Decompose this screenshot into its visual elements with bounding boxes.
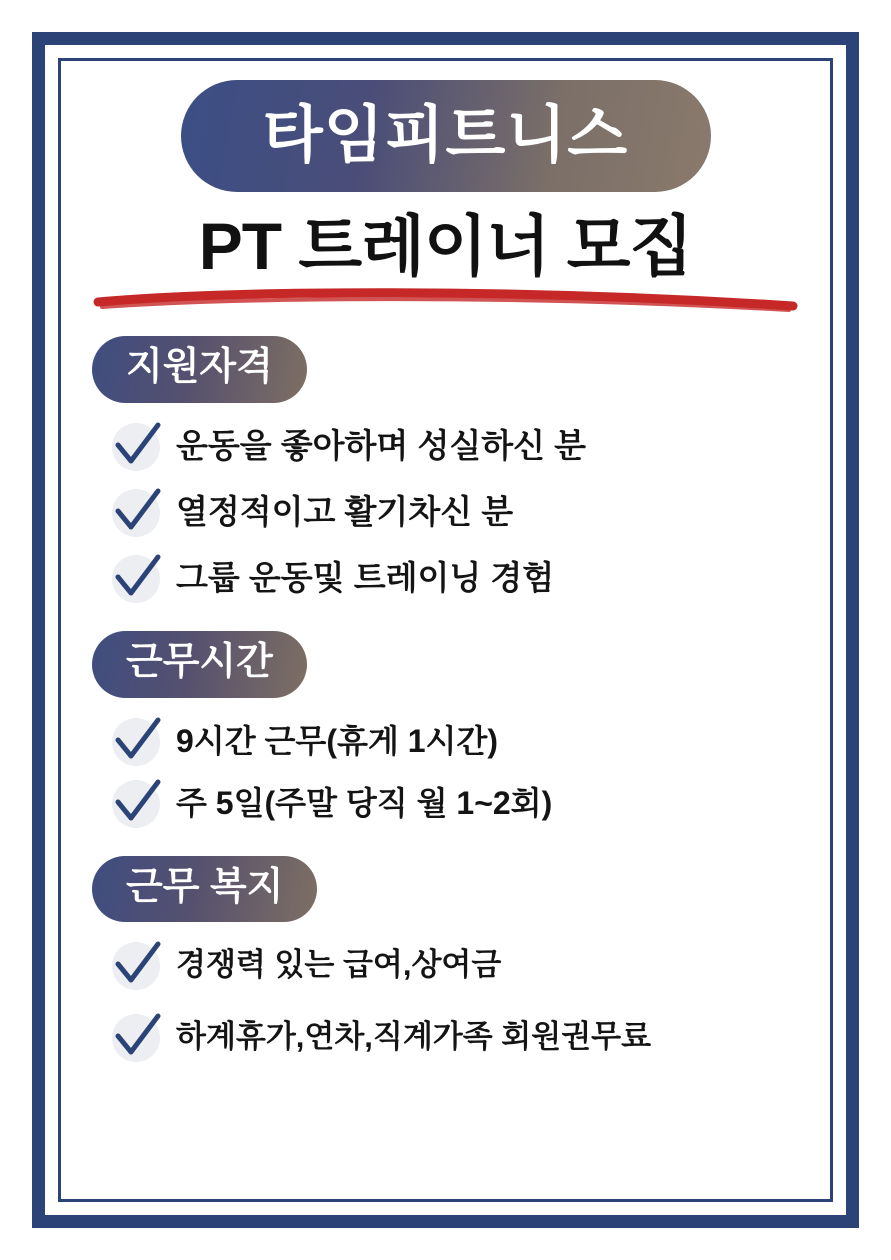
check-icon [108, 483, 166, 541]
check-icon [108, 774, 166, 832]
section-working-hours [92, 631, 799, 832]
check-icon [108, 1008, 166, 1066]
section-items-qualification [92, 417, 799, 607]
section-label-working-hours: 근무시간 [92, 631, 307, 698]
list-item-label: 하계휴가,연차,직계가족 회원권무료 [176, 1018, 652, 1054]
section-label-benefits: 근무 복지 [92, 856, 317, 923]
page-title: PT 트레이너 모집 [198, 209, 693, 283]
headline-block [92, 210, 799, 312]
check-icon [108, 936, 166, 994]
list-item-label: 운동을 좋아하며 성실하신 분 [176, 427, 587, 465]
list-item-label: 경쟁력 있는 급여,상여금 [176, 946, 502, 982]
section-items-benefits [92, 936, 799, 1066]
section-qualification [92, 336, 799, 607]
list-item [108, 1008, 799, 1066]
brand-badge [181, 80, 711, 192]
section-items-working-hours [92, 712, 799, 832]
list-item-label: 그룹 운동및 트레이닝 경험 [176, 559, 555, 597]
section-label-qualification: 지원자격 [92, 336, 307, 403]
list-item-label: 열정적이고 활기차신 분 [176, 493, 514, 531]
underline-stroke-icon [92, 286, 799, 312]
list-item [108, 417, 799, 475]
check-icon [108, 712, 166, 770]
list-item [108, 936, 799, 994]
list-item [108, 774, 799, 832]
brand-name: 타임피트니스 [262, 101, 629, 170]
check-icon [108, 549, 166, 607]
list-item-label: 주 5일(주말 당직 월 1~2회) [176, 784, 553, 821]
list-item-label: 9시간 근무(휴게 1시간) [176, 722, 498, 759]
list-item [108, 483, 799, 541]
list-item [108, 712, 799, 770]
poster-content [58, 58, 833, 1202]
list-item [108, 549, 799, 607]
section-benefits [92, 856, 799, 1067]
check-icon [108, 417, 166, 475]
